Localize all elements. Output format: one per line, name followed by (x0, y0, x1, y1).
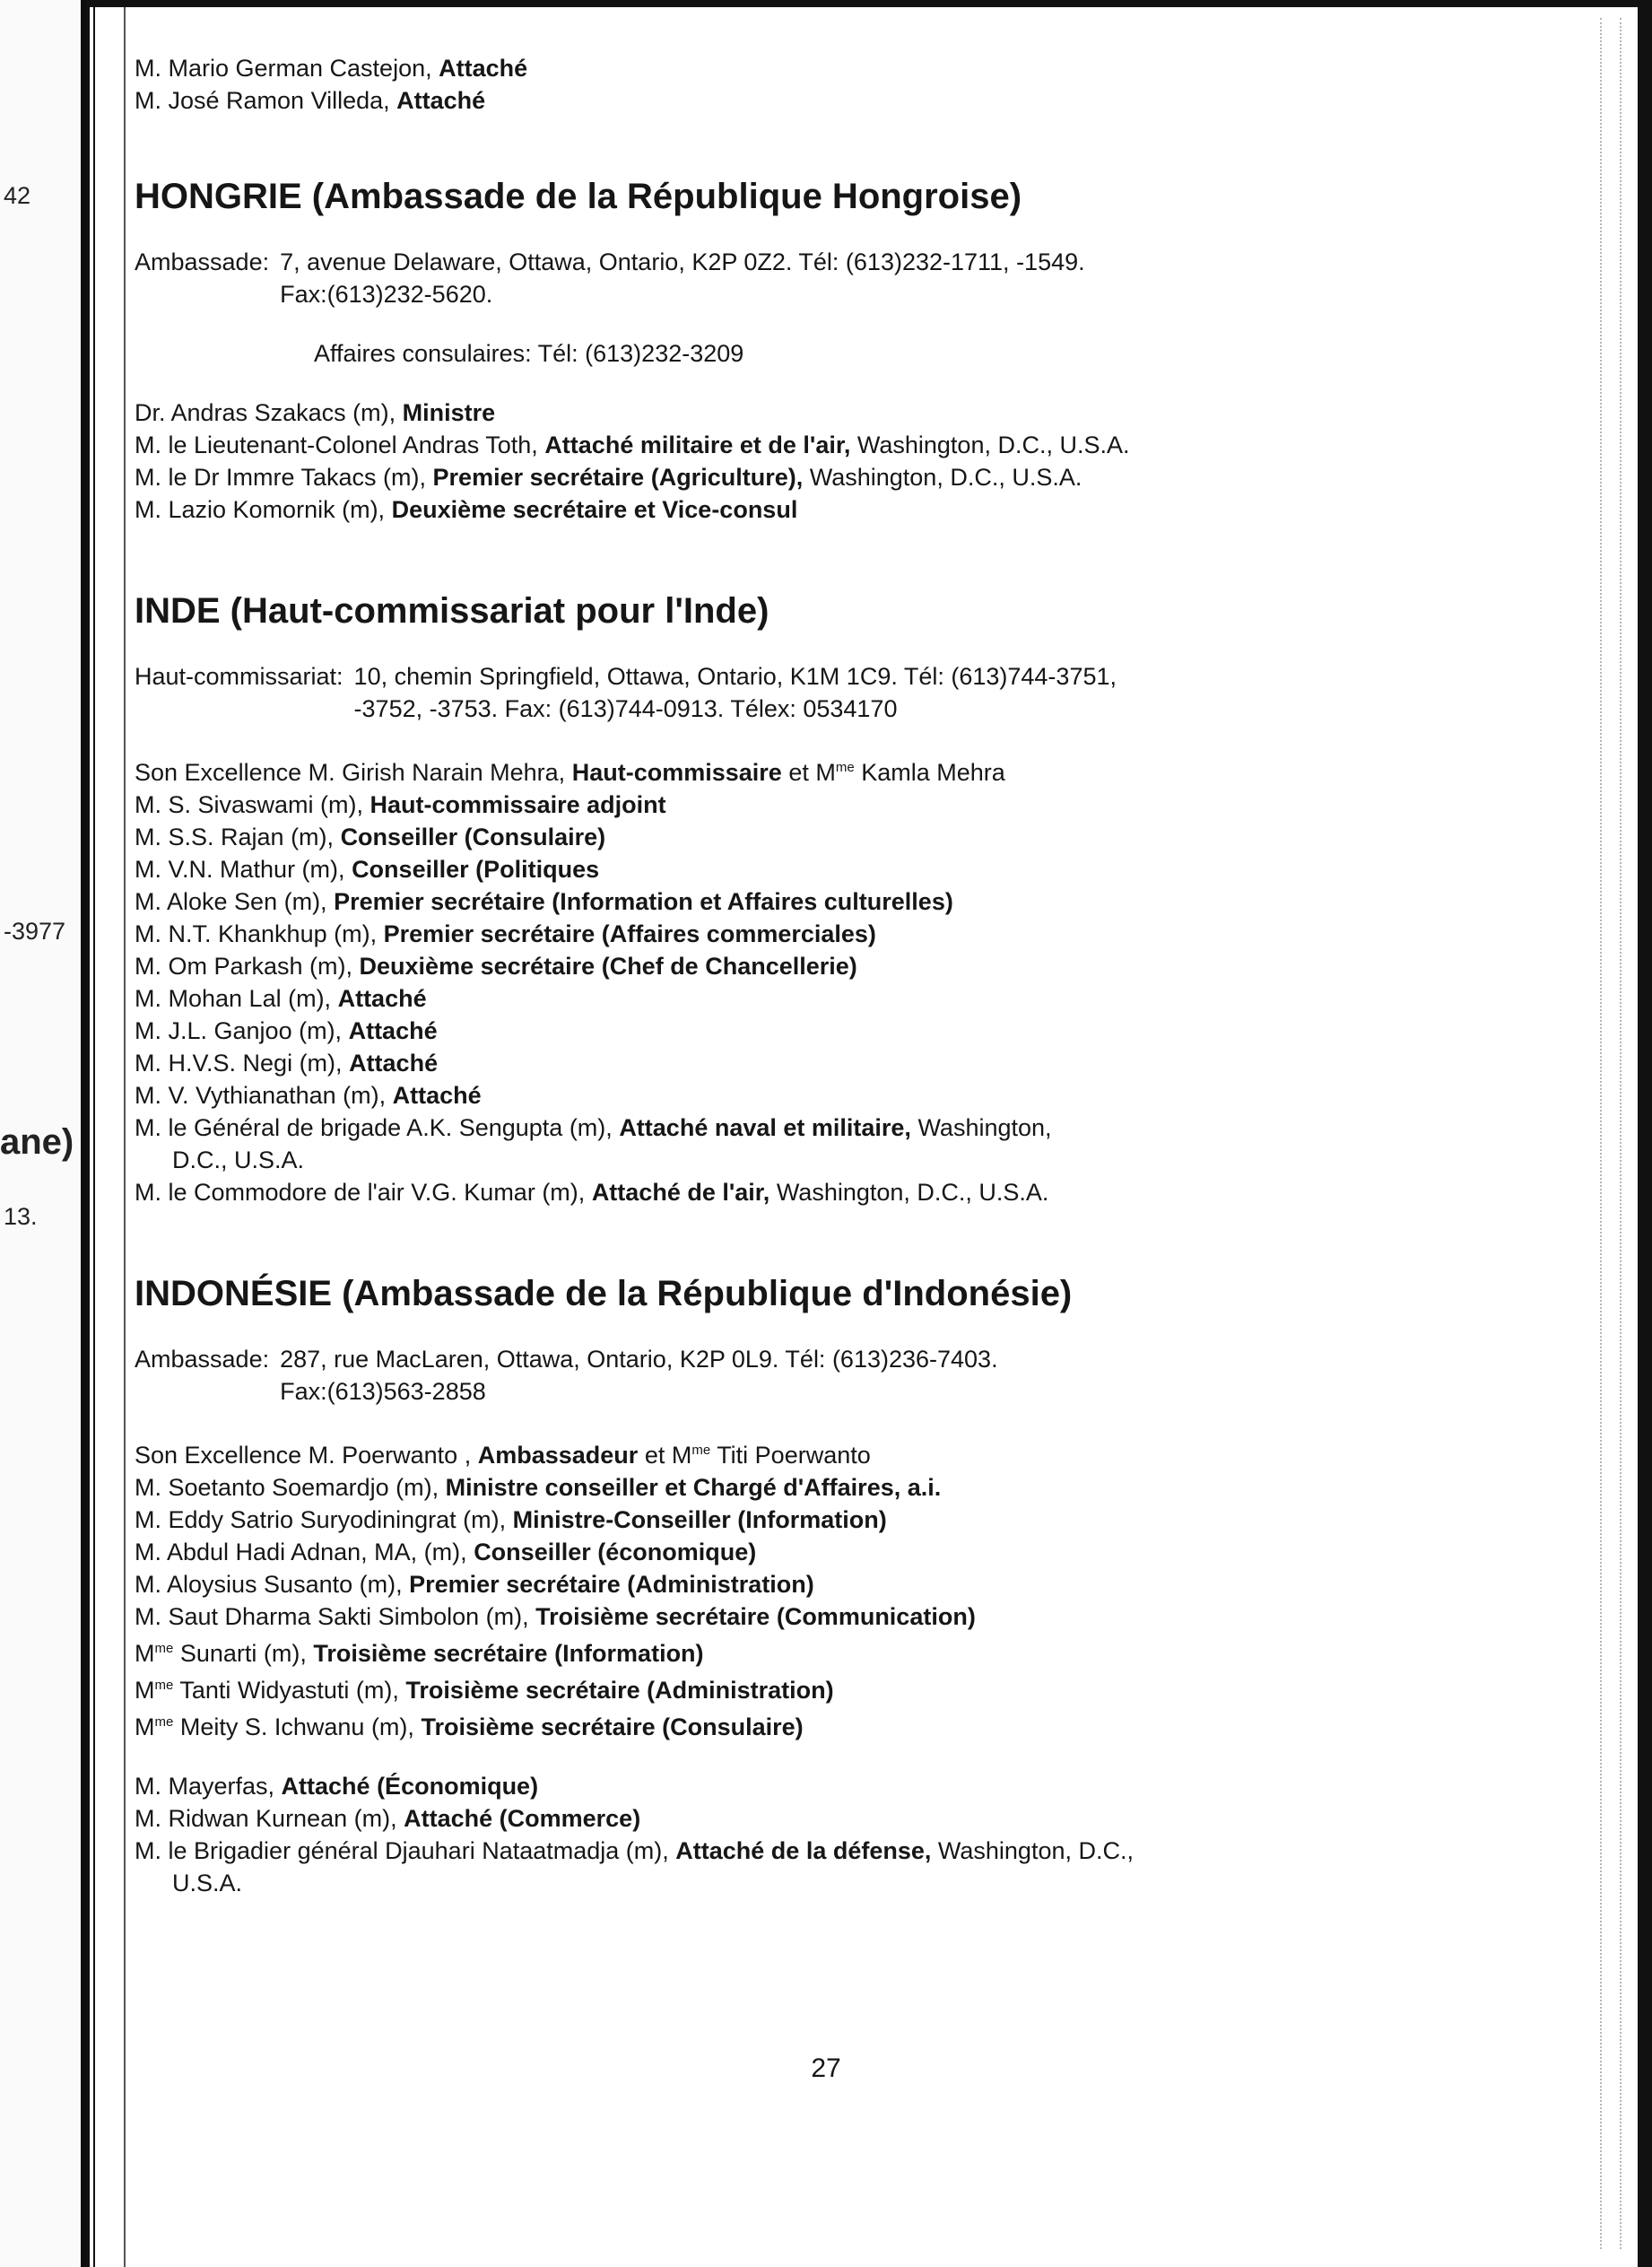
list-item: M. Lazio Komornik (m), Deuxième secrétaire et Vice-consul (135, 496, 798, 523)
list-item: M. le Général de brigade A.K. Sengupta (m), Attaché naval et militaire, Washington, (135, 1114, 1052, 1141)
list-item: $M^{me}$ Sunarti (m), Troisième secrétaire (Information) (135, 1640, 704, 1667)
list-item: M. V.N. Mathur (m), Conseiller (Politiques (135, 856, 600, 883)
list-item: Son Excellence M. Poerwanto , Ambassadeur et $M^{me}$ Titi Poerwanto (135, 1442, 871, 1469)
list-item: M. Saut Dharma Sakti Simbolon (m), Troisième secrétaire (Communication) (135, 1603, 976, 1630)
address-block: Haut-commissariat: 10, chemin Springfield, Ottawa, Ontario, K1M 1C9. Tél: (613)744-3751, -3752, -3753. Fax: (613)744-0913. Télex: 0534170 (135, 663, 1117, 722)
list-item: M. Aloysius Susanto (m), Premier secrétaire (Administration) (135, 1571, 814, 1598)
section-heading-indonesie: INDONÉSIE (Ambassade de la République d'Indonésie) (135, 1274, 1073, 1313)
list-item: M. Eddy Satrio Suryodiningrat (m), Ministre-Conseiller (Information) (135, 1506, 887, 1533)
list-item: M. Om Parkash (m), Deuxième secrétaire (Chef de Chancellerie) (135, 953, 857, 980)
list-item: M. N.T. Khankhup (m), Premier secrétaire (Affaires commerciales) (135, 920, 876, 947)
right-scan-edge (1638, 0, 1652, 2267)
address-block: Ambassade: 287, rue MacLaren, Ottawa, Ontario, K2P 0L9. Tél: (613)236-7403. Fax:(613)563-2858 (135, 1346, 998, 1405)
list-item: M. Abdul Hadi Adnan, MA, (m), Conseiller (économique) (135, 1539, 757, 1565)
section-heading-hongrie: HONGRIE (Ambassade de la République Hongroise) (135, 177, 1022, 216)
page-border-line (124, 0, 126, 2267)
list-item: M. le Commodore de l'air V.G. Kumar (m), Attaché de l'air, Washington, D.C., U.S.A. (135, 1179, 1049, 1206)
list-item: M. S. Sivaswami (m), Haut-commissaire adjoint (135, 791, 666, 818)
page-number: 27 (811, 2053, 841, 2083)
list-item: M. Aloke Sen (m), Premier secrétaire (Information et Affaires culturelles) (135, 888, 953, 915)
list-item: M. le Lieutenant-Colonel Andras Toth, Attaché militaire et de l'air, Washington, D.C., U.S.A. (135, 432, 1130, 458)
margin-fragment: ane) (0, 1122, 74, 1162)
address-block: Ambassade: 7, avenue Delaware, Ottawa, Ontario, K2P 0Z2. Tél: (613)232-1711, -1549. Fax:(613)232-5620. (135, 248, 1085, 308)
list-item: M. H.V.S. Negi (m), Attaché (135, 1050, 439, 1077)
list-item: M. le Dr Immre Takacs (m), Premier secrétaire (Agriculture), Washington, D.C., U.S.A. (135, 464, 1082, 491)
list-item: M. Mario German Castejon, Attaché (135, 55, 528, 82)
list-item: M. V. Vythianathan (m), Attaché (135, 1082, 482, 1109)
list-item: M. Ridwan Kurnean (m), Attaché (Commerce) (135, 1805, 641, 1832)
list-item-continuation: U.S.A. (172, 1870, 243, 1896)
list-item: M. Soetanto Soemardjo (m), Ministre conseiller et Chargé d'Affaires, a.i. (135, 1474, 942, 1501)
section-heading-inde: INDE (Haut-commissariat pour l'Inde) (135, 591, 769, 631)
consular-line: Affaires consulaires: Tél: (613)232-3209 (314, 340, 744, 367)
margin-fragment: -3977 (4, 918, 66, 945)
list-item: M. José Ramon Villeda, Attaché (135, 87, 486, 114)
margin-fragment: 13. (4, 1203, 38, 1230)
list-item: $M^{me}$ Meity S. Ichwanu (m), Troisième secrétaire (Consulaire) (135, 1713, 804, 1740)
binding-line (93, 0, 95, 2267)
list-item: Son Excellence M. Girish Narain Mehra, Haut-commissaire et $M^{me}$ Kamla Mehra (135, 759, 1005, 786)
top-scan-edge (90, 0, 1652, 7)
list-item: M. J.L. Ganjoo (m), Attaché (135, 1017, 438, 1044)
list-item-continuation: D.C., U.S.A. (172, 1147, 305, 1173)
list-item: Dr. Andras Szakacs (m), Ministre (135, 399, 496, 426)
list-item: M. Mayerfas, Attaché (Économique) (135, 1773, 539, 1800)
list-item: M. S.S. Rajan (m), Conseiller (Consulaire) (135, 824, 606, 850)
margin-fragment: 42 (4, 182, 31, 209)
document-page (135, 52, 1462, 1899)
list-item: M. Mohan Lal (m), Attaché (135, 985, 427, 1012)
list-item: $M^{me}$ Tanti Widyastuti (m), Troisième secrétaire (Administration) (135, 1677, 834, 1704)
right-dot-noise (1620, 18, 1622, 2249)
right-dot-noise (1600, 18, 1602, 2249)
binding-line (86, 0, 89, 2267)
list-item: M. le Brigadier général Djauhari Nataatmadja (m), Attaché de la défense, Washington, D.C., (135, 1837, 1134, 1864)
